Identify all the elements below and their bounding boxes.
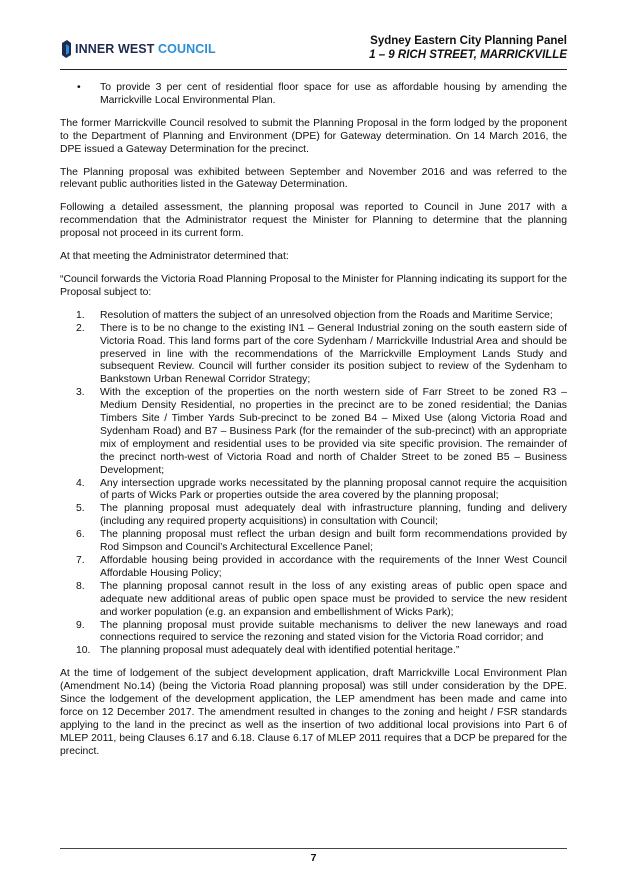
header-title-block (369, 34, 567, 62)
list-item (60, 529, 567, 555)
site-address: 1 – 9 RICH STREET, MARRICKVILLE (369, 49, 567, 61)
document-body (60, 82, 567, 769)
list-number: 2. (76, 322, 85, 334)
list-item (60, 581, 567, 620)
list-item-text: Affordable housing being provided in accordance with the requirements of the Inner West Council Affordable Housing Policy; (100, 555, 567, 579)
list-item-text: Resolution of matters the subject of an unresolved objection from the Roads and Maritime Service; (100, 309, 553, 321)
council-logo-icon (60, 39, 72, 59)
list-item-text: The planning proposal must adequately deal with identified potential heritage.” (100, 645, 460, 657)
page-header (60, 34, 567, 72)
logo-text-inner-west: INNER WEST (75, 42, 159, 56)
list-number: 3. (76, 387, 85, 399)
list-item (60, 503, 567, 529)
quote-intro-paragraph: “Council forwards the Victoria Road Planning Proposal to the Minister for Planning indicating its support for the Proposal subject to: (60, 273, 567, 298)
list-item-text: The planning proposal cannot result in the loss of any existing areas of public open space and adequate new additional areas of public open space must be provided to service the new resident and worker population (e.g. an expansion and embellishment of Wicks Park); (100, 580, 567, 618)
list-item-text: The planning proposal must provide suitable mechanisms to deliver the new laneways and road connections required to service the rezoning and stated vision for the Victoria Road corridor; and (100, 619, 567, 644)
list-number: 8. (76, 580, 85, 592)
bullet-marker: • (77, 82, 81, 93)
list-number: 1. (76, 309, 85, 321)
list-item (60, 555, 567, 581)
conditions-list (60, 310, 567, 658)
list-item (60, 478, 567, 504)
list-item (60, 620, 567, 646)
page-number: 7 (310, 852, 317, 864)
list-number: 7. (76, 555, 85, 566)
list-item (60, 323, 567, 388)
list-item-text: The planning proposal must reflect the urban design and built form recommendations provided by Rod Simpson and Council’s Architectural Excellence Panel; (100, 529, 567, 554)
list-item-text: The planning proposal must adequately deal with infrastructure planning, funding and delivery (including any required property acquisitions) in consultation with Council; (100, 503, 567, 528)
closing-paragraph: At the time of lodgement of the subject development application, draft Marrickville Local Environment Plan (Amendment No.14) (being the Victoria Road planning proposal) was still under consideration by the DPE. Since the lodgement of the development application, the LEP amendment has been made and came into force on 12 December 2017. The amendment resulted in changes to the zoning and height / FSR standards applying to the land in the precinct as well as the insertion of two additional local provisions into Part 6 of MLEP 2011, being Clauses 6.17 and 6.18. Clause 6.17 of MLEP 2011 requires that a DCP be prepared for the precinct. (60, 668, 567, 757)
paragraph: At that meeting the Administrator determined that: (60, 251, 289, 263)
panel-title: Sydney Eastern City Planning Panel (370, 35, 567, 47)
list-number: 9. (76, 619, 85, 631)
bullet-text: To provide 3 per cent of residential floor space for use as affordable housing by amending the Marrickville Local Environmental Plan. (100, 82, 567, 106)
paragraph: Following a detailed assessment, the planning proposal was reported to Council in June 2017 with a recommendation that the Administrator request the Minister for Planning to determine that the planning proposal not proceed in its current form. (60, 202, 567, 240)
paragraph: The former Marrickville Council resolved to submit the Planning Proposal in the form lodged by the proponent to the Department of Planning and Environment (DPE) for Gateway determination. On 14 March 2016, the DPE issued a Gateway Determination for the precinct. (60, 117, 567, 155)
bullet-item (60, 82, 567, 108)
list-number: 4. (76, 477, 85, 489)
council-logo-text (75, 42, 216, 56)
list-item (60, 310, 567, 323)
list-item-text: With the exception of the properties on the north western side of Farr Street to be zoned R3 – Medium Density Residential, no properties in the precinct are to be zoned residential; the Danias Timbers Site / Timber Yards Sub-precinct to be zoned B4 – Mixed Use (along Victoria Road and Sydenham Road) and B7 – Business Park (for the remainder of the sub-precinct) with an appropriate mix of employment and residential uses to be provided via site specific provision. The remainder of the precinct north-west of Victoria Road and north of Chalder Street to be zoned B5 – Business Development; (100, 387, 567, 476)
logo-text-council: COUNCIL (158, 42, 216, 56)
paragraph: The Planning proposal was exhibited between September and November 2016 and was referred to the relevant public authorities listed in the Gateway Determination. (60, 166, 567, 191)
list-item (60, 645, 567, 658)
header-rule (60, 69, 567, 70)
list-number: 5. (76, 503, 85, 515)
list-item-text: There is to be no change to the existing IN1 – General Industrial zoning on the south eastern side of Victoria Road. This land forms part of the core Sydenham / Marrickville Industrial Area and should be preserved in line with the recommendations of the Marrickville Employment Lands Study and subsequent Review. Council will further consider its position subject to review of the Sydenham to Bankstown Urban Renewal Corridor Strategy; (100, 322, 567, 386)
list-number: 6. (76, 529, 85, 541)
footer-rule (60, 848, 567, 849)
list-item (60, 387, 567, 477)
list-number: 10. (76, 645, 91, 657)
list-item-text: Any intersection upgrade works necessitated by the planning proposal cannot require the acquisition of parts of Wicks Park or properties outside the area covered by the planning proposal; (100, 477, 567, 502)
council-logo (60, 38, 216, 60)
